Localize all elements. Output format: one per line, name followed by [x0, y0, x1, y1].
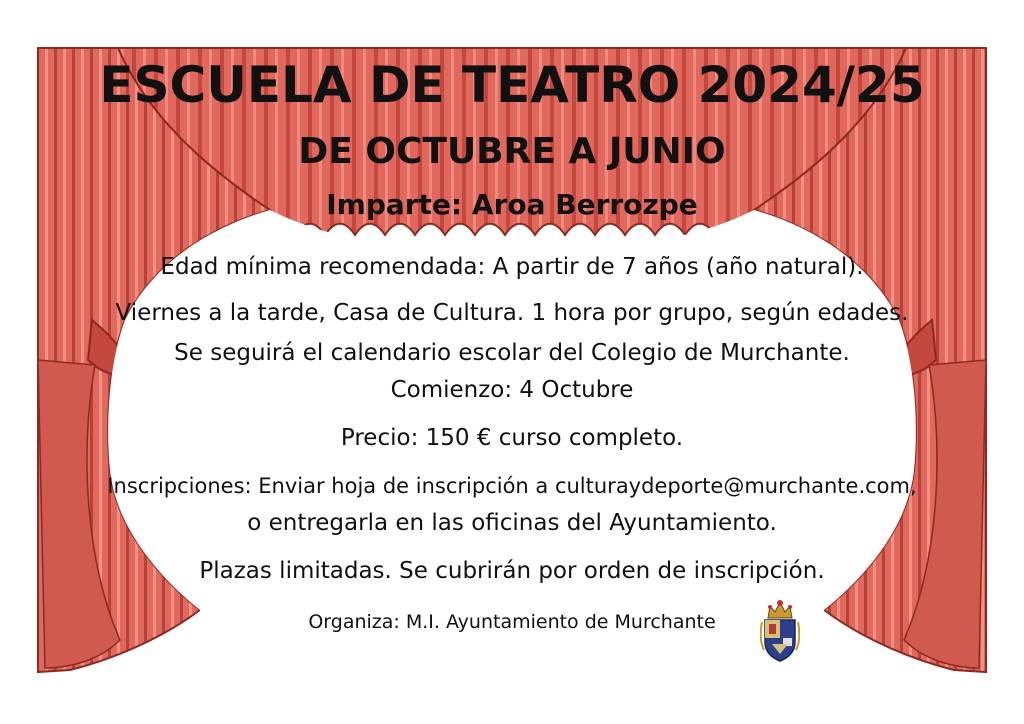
start-line: Comienzo: 4 Octubre	[390, 377, 634, 403]
poster-subtitle: DE OCTUBRE A JUNIO	[298, 131, 726, 172]
municipal-crest-icon	[760, 598, 800, 664]
age-line: Edad mínima recomendada: A partir de 7 años (año natural).	[160, 254, 864, 280]
organizer-line: Organiza: M.I. Ayuntamiento de Murchante	[308, 611, 716, 633]
registration-line-1: Inscripciones: Enviar hoja de inscripción a culturaydeporte@murchante.com,	[107, 474, 917, 498]
poster-title: ESCUELA DE TEATRO 2024/25	[99, 56, 925, 114]
price-line: Precio: 150 € curso completo.	[340, 425, 684, 451]
registration-line-2: o entregarla en las oficinas del Ayuntamiento.	[247, 510, 777, 536]
teacher-line: Imparte: Aroa Berrozpe	[326, 188, 698, 221]
calendar-line: Se seguirá el calendario escolar del Colegio de Murchante.	[174, 340, 850, 366]
schedule-line: Viernes a la tarde, Casa de Cultura. 1 hora por grupo, según edades.	[115, 300, 909, 326]
places-line: Plazas limitadas. Se cubrirán por orden de inscripción.	[199, 558, 825, 584]
